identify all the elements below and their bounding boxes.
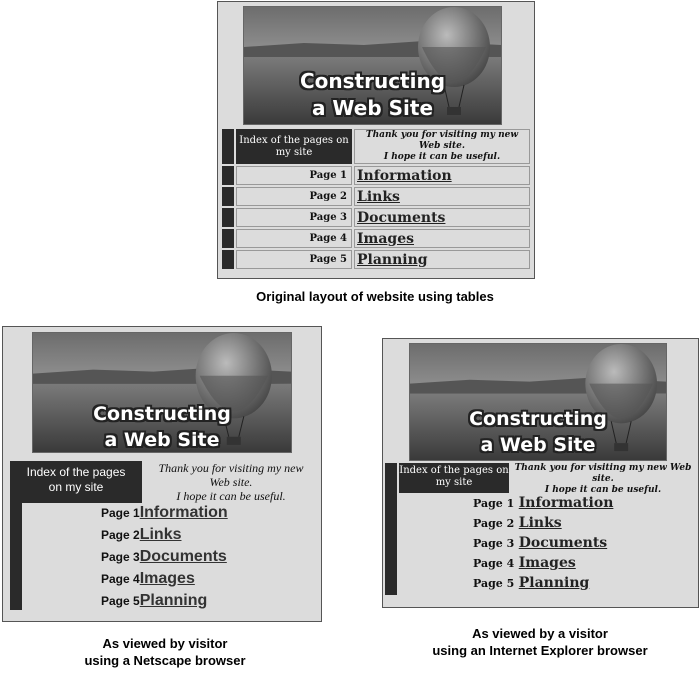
index-header: Index of the pages on my site bbox=[236, 129, 352, 164]
page-label: Page 1 bbox=[473, 497, 515, 510]
link-information[interactable]: Information bbox=[354, 166, 530, 185]
list-item bbox=[101, 592, 207, 610]
index-header bbox=[10, 461, 142, 503]
caption-original: Original layout of website using tables bbox=[256, 289, 494, 304]
page-label: Page 5 bbox=[101, 594, 140, 608]
thanks-line-1: Thank you for visiting my new Web site. bbox=[365, 130, 519, 151]
page-label: Page 1 bbox=[101, 506, 140, 520]
original-layout-panel bbox=[217, 1, 535, 279]
link-links[interactable]: Links bbox=[139, 526, 182, 543]
link-documents[interactable]: Documents bbox=[354, 208, 530, 227]
list-item bbox=[101, 548, 227, 566]
link-images[interactable]: Images bbox=[139, 570, 195, 587]
list-item bbox=[473, 514, 562, 532]
link-images[interactable]: Images bbox=[518, 555, 576, 571]
page-label: Page 5 bbox=[236, 250, 352, 269]
list-item bbox=[101, 570, 195, 588]
index-header bbox=[399, 463, 509, 493]
caption-ie bbox=[402, 625, 678, 659]
banner-title-line1: Constructing bbox=[93, 403, 231, 425]
caption-ie-line1: As viewed by a visitor bbox=[472, 626, 608, 641]
link-information[interactable]: Information bbox=[518, 495, 614, 511]
banner-image bbox=[409, 343, 667, 461]
banner-title-line2: a Web Site bbox=[480, 434, 596, 456]
link-links[interactable]: Links bbox=[354, 187, 530, 206]
thanks-line-2: I hope it can be useful. bbox=[544, 485, 662, 495]
side-bar bbox=[222, 208, 234, 227]
page-label: Page 2 bbox=[236, 187, 352, 206]
caption-netscape-line1: As viewed by visitor bbox=[102, 636, 228, 651]
netscape-panel bbox=[2, 326, 322, 622]
original-layout-table bbox=[220, 127, 532, 271]
caption-ie-line2: using an Internet Explorer browser bbox=[432, 643, 648, 658]
index-header-text: Index of the pages on my site bbox=[26, 465, 126, 494]
list-item bbox=[473, 494, 613, 512]
list-item bbox=[101, 504, 228, 522]
link-planning[interactable]: Planning bbox=[354, 250, 530, 269]
side-bar bbox=[222, 250, 234, 269]
banner-image bbox=[32, 332, 292, 453]
link-planning[interactable]: Planning bbox=[139, 592, 208, 609]
link-images[interactable]: Images bbox=[354, 229, 530, 248]
page-label: Page 2 bbox=[473, 517, 515, 530]
thanks-message bbox=[511, 463, 695, 496]
side-bar bbox=[10, 499, 22, 610]
page-label: Page 3 bbox=[473, 537, 515, 550]
list-item bbox=[473, 554, 576, 572]
page-label: Page 1 bbox=[236, 166, 352, 185]
link-links[interactable]: Links bbox=[518, 515, 562, 531]
thanks-line-2: Web site. bbox=[209, 475, 253, 489]
thanks-message bbox=[354, 129, 530, 164]
link-documents[interactable]: Documents bbox=[518, 535, 608, 551]
side-bar bbox=[385, 463, 397, 595]
list-item bbox=[101, 526, 182, 544]
page-label: Page 3 bbox=[236, 208, 352, 227]
link-planning[interactable]: Planning bbox=[518, 575, 590, 591]
side-bar bbox=[222, 187, 234, 206]
caption-netscape-line2: using a Netscape browser bbox=[84, 653, 246, 668]
side-bar bbox=[222, 166, 234, 185]
side-bar bbox=[222, 229, 234, 248]
index-header-text: Index of the pages on my site bbox=[399, 465, 509, 488]
link-information[interactable]: Information bbox=[139, 504, 228, 521]
page-label: Page 2 bbox=[101, 528, 140, 542]
thanks-line-1: Thank you for visiting my new Web site. bbox=[514, 463, 692, 484]
banner-title-line1: Constructing bbox=[469, 408, 607, 430]
banner-title-line1: Constructing bbox=[299, 69, 446, 93]
link-documents[interactable]: Documents bbox=[139, 548, 227, 565]
banner-title-line2: a Web Site bbox=[311, 96, 434, 120]
side-bar bbox=[222, 129, 234, 164]
thanks-line-2: I hope it can be useful. bbox=[383, 152, 501, 162]
page-label: Page 5 bbox=[473, 577, 515, 590]
list-item bbox=[473, 574, 589, 592]
page-label: Page 4 bbox=[101, 572, 140, 586]
thanks-line-3: I hope it can be useful. bbox=[176, 489, 286, 503]
banner-title-line2: a Web Site bbox=[104, 429, 220, 451]
list-item bbox=[473, 534, 607, 552]
page-label: Page 4 bbox=[473, 557, 515, 570]
ie-panel bbox=[382, 338, 699, 608]
thanks-message bbox=[143, 461, 319, 503]
thanks-line-1: Thank you for visiting my new bbox=[158, 461, 304, 475]
banner-image bbox=[243, 6, 502, 125]
caption-netscape bbox=[40, 635, 290, 669]
page-label: Page 4 bbox=[236, 229, 352, 248]
page-label: Page 3 bbox=[101, 550, 140, 564]
